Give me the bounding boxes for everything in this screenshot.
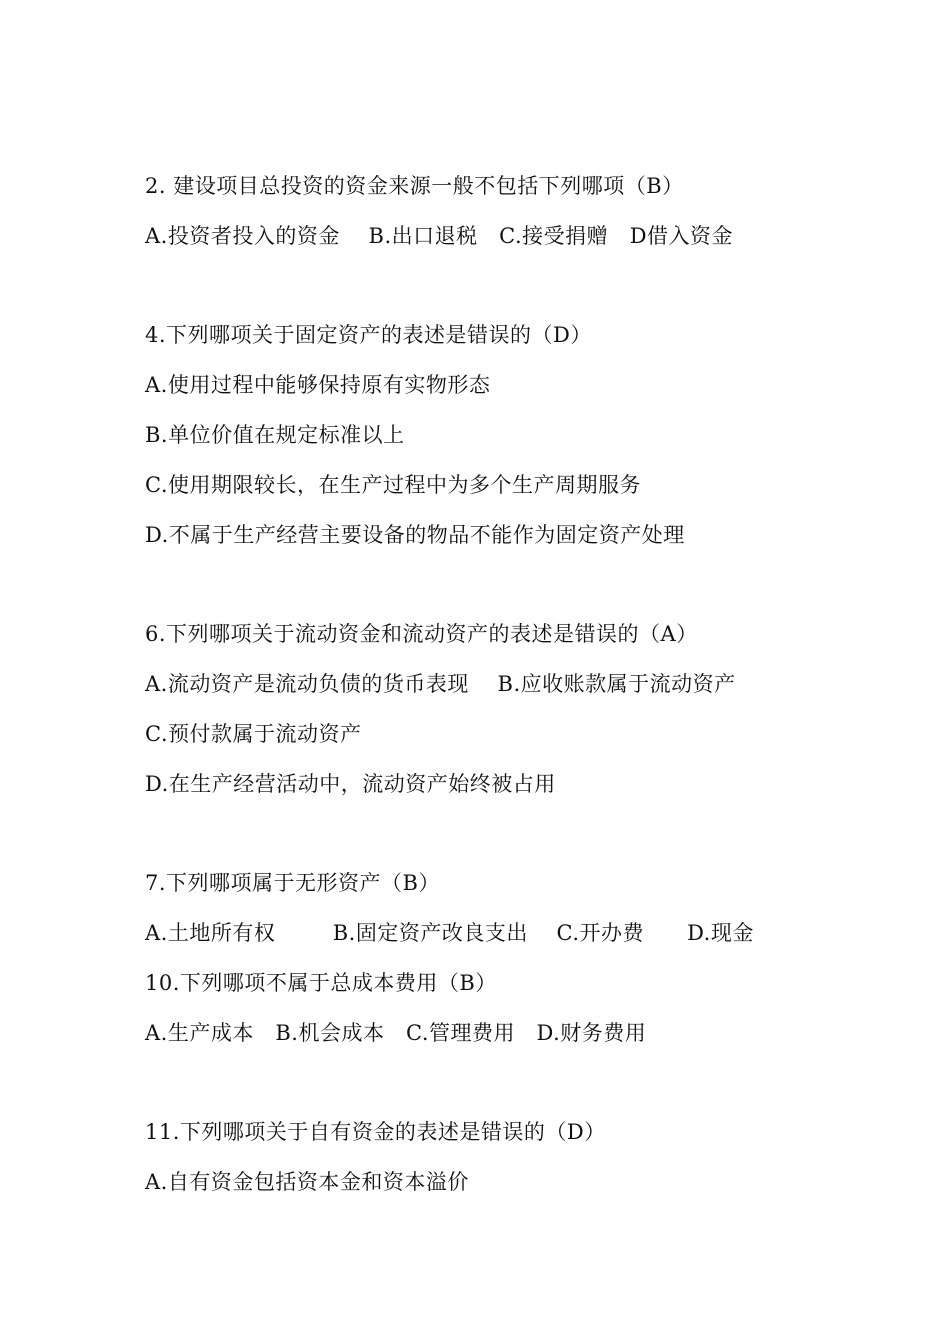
question-7-stem: 7.下列哪项属于无形资产（B） <box>145 871 440 895</box>
question-7-options: A.土地所有权 B.固定资产改良支出 C.开办费 D.现金 <box>145 921 754 945</box>
question-6-options-ab: A.流动资产是流动负债的货币表现 B.应收账款属于流动资产 <box>145 672 736 696</box>
question-6-option-c: C.预付款属于流动资产 <box>145 722 362 746</box>
question-6-stem: 6.下列哪项关于流动资金和流动资产的表述是错误的（A） <box>145 622 698 646</box>
question-2-options: A.投资者投入的资金 B.出口退税 C.接受捐赠 D借入资金 <box>145 224 734 248</box>
question-11-option-a: A.自有资金包括资本金和资本溢价 <box>145 1170 469 1194</box>
question-4-stem: 4.下列哪项关于固定资产的表述是错误的（D） <box>145 323 592 347</box>
question-4-option-a: A.使用过程中能够保持原有实物形态 <box>145 373 491 397</box>
question-6-option-d: D.在生产经营活动中，流动资产始终被占用 <box>145 772 556 796</box>
question-10-stem: 10.下列哪项不属于总成本费用（B） <box>145 971 497 995</box>
question-10-options: A.生产成本 B.机会成本 C.管理费用 D.财务费用 <box>145 1021 647 1045</box>
question-2-stem: 2. 建设项目总投资的资金来源一般不包括下列哪项（B） <box>145 174 684 198</box>
question-4-option-c: C.使用期限较长，在生产过程中为多个生产周期服务 <box>145 473 641 497</box>
question-11-stem: 11.下列哪项关于自有资金的表述是错误的（D） <box>145 1120 606 1144</box>
question-4-option-b: B.单位价值在规定标准以上 <box>145 423 405 447</box>
question-4-option-d: D.不属于生产经营主要设备的物品不能作为固定资产处理 <box>145 523 685 547</box>
